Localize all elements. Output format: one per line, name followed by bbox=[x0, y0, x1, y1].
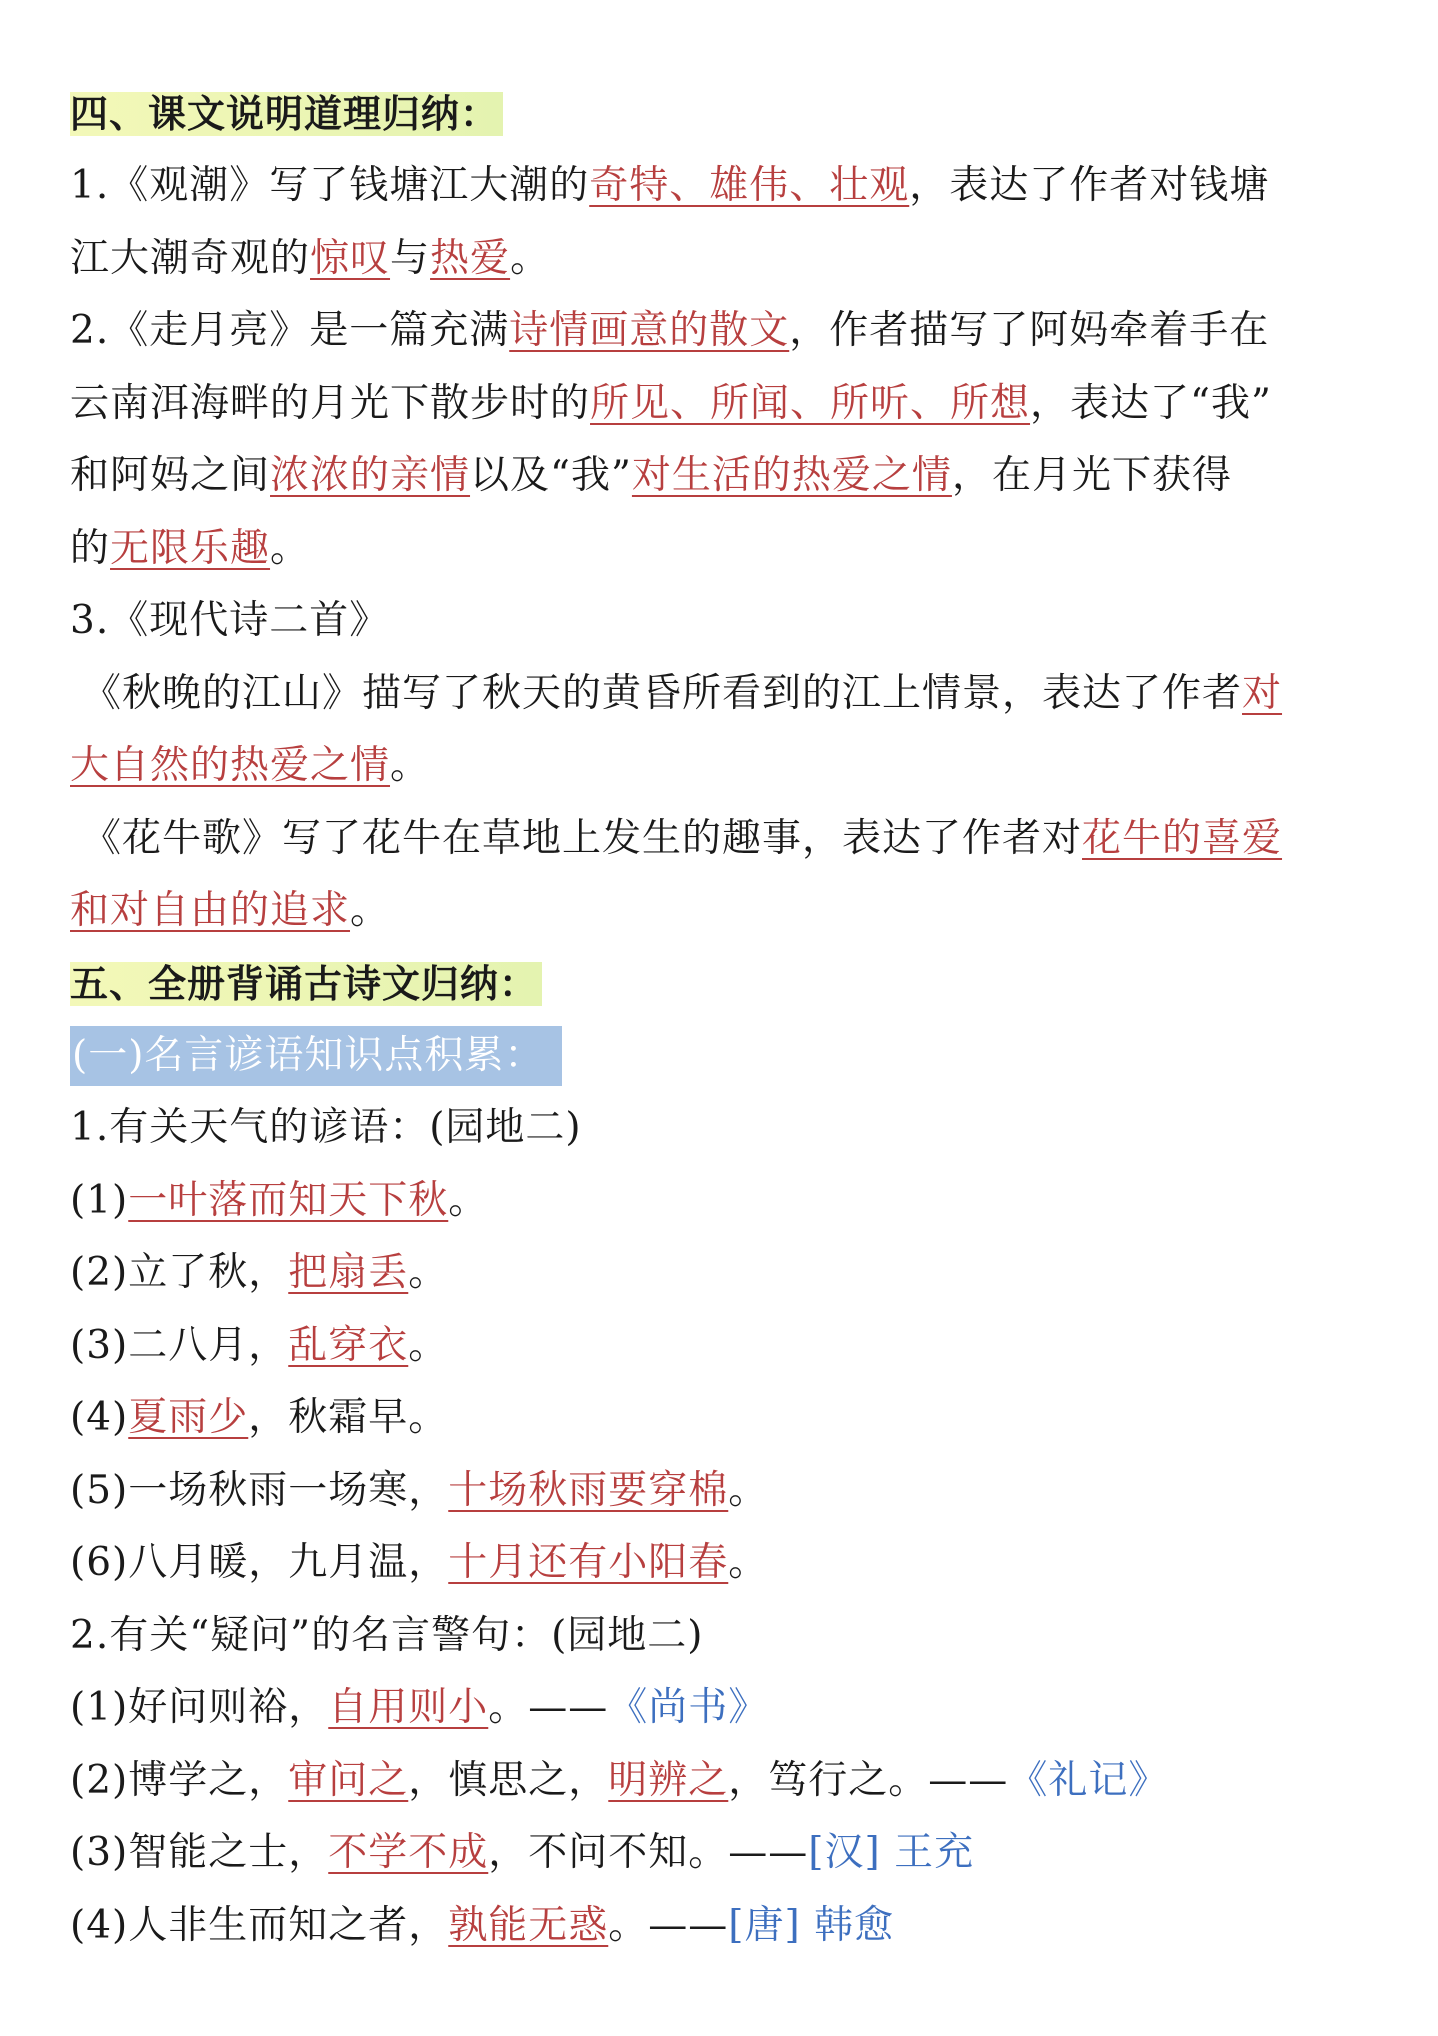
text: (2)博学之， bbox=[70, 1757, 289, 1803]
text: ，慎思之， bbox=[408, 1757, 609, 1803]
text: 2.《走月亮》是一篇充满 bbox=[70, 308, 510, 353]
text: 2.有关“疑问”的名言警句：(园地二) bbox=[70, 1612, 704, 1658]
answer: 乱穿衣 bbox=[288, 1322, 409, 1368]
answer: 花牛的喜爱 bbox=[1082, 815, 1283, 861]
text: (6)八月暖，九月温， bbox=[70, 1540, 449, 1585]
answer: 十场秋雨要穿棉 bbox=[448, 1467, 729, 1513]
item-qiuwan-line-2 bbox=[70, 730, 1378, 803]
text: (4) bbox=[70, 1395, 129, 1440]
text: ，作者描写了阿妈牵着手在 bbox=[789, 308, 1270, 353]
answer: 不学不成 bbox=[328, 1830, 489, 1875]
text: (3)智能之士， bbox=[70, 1830, 329, 1875]
text: (1)好问则裕， bbox=[70, 1685, 329, 1730]
text: (3)二八月， bbox=[70, 1322, 289, 1368]
text: 。 bbox=[448, 1177, 489, 1223]
text: 云南洱海畔的月光下散步时的 bbox=[70, 380, 591, 426]
section-4-heading bbox=[70, 78, 1378, 150]
answer: 审问之 bbox=[288, 1757, 409, 1803]
answer: 明辨之 bbox=[608, 1757, 729, 1803]
text: 。 bbox=[728, 1467, 769, 1513]
group-2-title bbox=[70, 1600, 1378, 1673]
text: 。 bbox=[408, 1250, 449, 1295]
text: ，笃行之。—— bbox=[728, 1757, 1009, 1803]
text: (4)人非生而知之者， bbox=[70, 1902, 449, 1948]
proverb-item bbox=[70, 1455, 1378, 1528]
text: 3.《现代诗二首》 bbox=[70, 598, 390, 643]
section-5-title: 五、全册背诵古诗文归纳： bbox=[70, 962, 542, 1006]
text: 和阿妈之间 bbox=[70, 453, 271, 498]
text: ，秋霜早。 bbox=[248, 1395, 449, 1440]
answer: 所见、所闻、所听、所想 bbox=[590, 380, 1031, 426]
answer: 诗情画意的散文 bbox=[509, 308, 790, 353]
item-zouyueliang-line-4 bbox=[70, 513, 1378, 586]
answer: 对生活的热爱之情 bbox=[631, 453, 952, 498]
proverb-item bbox=[70, 1310, 1378, 1383]
text: (1) bbox=[70, 1177, 129, 1223]
text: 。 bbox=[408, 1322, 449, 1368]
answer: 无限乐趣 bbox=[110, 525, 271, 571]
proverb-item bbox=[70, 1382, 1378, 1455]
answer: 浓浓的亲情 bbox=[270, 453, 471, 498]
proverb-item bbox=[70, 1237, 1378, 1310]
item-zouyueliang-line-3 bbox=[70, 440, 1378, 513]
subtitle-row bbox=[70, 1020, 1378, 1093]
text: ，表达了“我” bbox=[1030, 380, 1272, 426]
item-huaniu-line-1 bbox=[70, 803, 1378, 876]
item-guanchao-line-2 bbox=[70, 223, 1378, 296]
item-huaniu-line-2 bbox=[70, 875, 1378, 948]
section-5-heading bbox=[70, 948, 1378, 1020]
item-zouyueliang-line-2 bbox=[70, 368, 1378, 441]
text: ，在月光下获得 bbox=[951, 453, 1232, 498]
source: 《尚书》 bbox=[608, 1685, 769, 1730]
text: 。 bbox=[350, 888, 391, 933]
text: 。 bbox=[728, 1540, 769, 1585]
group-1-title bbox=[70, 1092, 1378, 1165]
text: 。—— bbox=[488, 1685, 609, 1730]
quote-item bbox=[70, 1745, 1378, 1818]
quote-item bbox=[70, 1817, 1378, 1890]
text: (5)一场秋雨一场寒， bbox=[70, 1467, 449, 1513]
answer: 奇特、雄伟、壮观 bbox=[589, 163, 910, 208]
text: 《花牛歌》写了花牛在草地上发生的趣事，表达了作者对 bbox=[82, 815, 1083, 861]
proverb-item bbox=[70, 1527, 1378, 1600]
text: 。 bbox=[270, 525, 311, 571]
text: 《秋晚的江山》描写了秋天的黄昏所看到的江上情景，表达了作者 bbox=[82, 670, 1243, 716]
item-qiuwan-line-1 bbox=[70, 658, 1378, 731]
text: 1.《观潮》写了钱塘江大潮的 bbox=[70, 163, 590, 208]
text: 。 bbox=[390, 743, 431, 788]
item-xiandaishi-title bbox=[70, 585, 1378, 658]
answer: 自用则小 bbox=[328, 1685, 489, 1730]
answer: 十月还有小阳春 bbox=[448, 1540, 729, 1585]
source: 《礼记》 bbox=[1008, 1757, 1169, 1803]
answer: 大自然的热爱之情 bbox=[70, 743, 391, 788]
text: ，表达了作者对钱塘 bbox=[909, 163, 1270, 208]
answer: 孰能无惑 bbox=[448, 1902, 609, 1948]
answer: 热爱 bbox=[430, 235, 511, 281]
quote-item bbox=[70, 1890, 1378, 1963]
text: ，不问不知。—— bbox=[488, 1830, 809, 1875]
text: 。 bbox=[510, 235, 551, 281]
item-zouyueliang-line-1 bbox=[70, 295, 1378, 368]
text: 与 bbox=[390, 235, 431, 281]
quote-item bbox=[70, 1672, 1378, 1745]
answer: 夏雨少 bbox=[128, 1395, 249, 1440]
text: 1.有关天气的谚语：(园地二) bbox=[70, 1105, 582, 1150]
text: 以及“我” bbox=[470, 453, 632, 498]
answer: 和对自由的追求 bbox=[70, 888, 351, 933]
answer: 把扇丢 bbox=[288, 1250, 409, 1295]
text: 的 bbox=[70, 525, 111, 571]
answer: 对 bbox=[1242, 670, 1283, 716]
section-4-title: 四、课文说明道理归纳： bbox=[70, 92, 503, 136]
source: [汉] 王充 bbox=[808, 1830, 975, 1875]
item-guanchao-line-1 bbox=[70, 150, 1378, 223]
proverb-item bbox=[70, 1165, 1378, 1238]
answer: 惊叹 bbox=[310, 235, 391, 281]
text: 。—— bbox=[608, 1902, 729, 1948]
answer: 一叶落而知天下秋 bbox=[128, 1177, 449, 1223]
source: [唐] 韩愈 bbox=[728, 1902, 895, 1948]
text: (2)立了秋， bbox=[70, 1250, 289, 1295]
section-5-subtitle: (一)名言谚语知识点积累： bbox=[70, 1026, 562, 1086]
text: 江大潮奇观的 bbox=[70, 235, 311, 281]
